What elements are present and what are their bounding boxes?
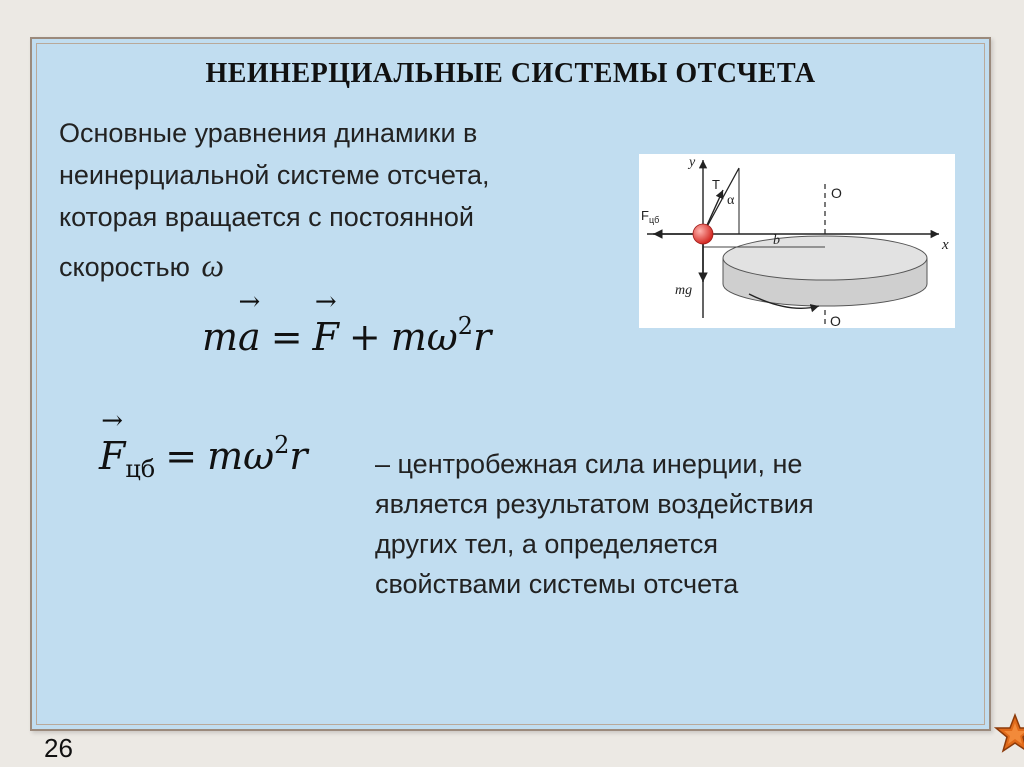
equation-centrifugal [99, 431, 308, 483]
slide-inner-border [36, 43, 985, 725]
eq-exponent: 2 [274, 431, 290, 459]
eq-acceleration-vector: → a [238, 315, 261, 359]
label-F-letter: F [641, 208, 649, 223]
omega-symbol: ω [201, 247, 224, 283]
intro-line: неинерциальной системе отсчета, [59, 160, 490, 190]
label-O-top: O [831, 185, 842, 201]
intro-line: которая вращается с постоянной [59, 202, 474, 232]
eq-equals: = [270, 315, 303, 359]
eq-radius: r [473, 315, 492, 359]
label-T: T [712, 177, 720, 192]
eq-m-omega: mω [207, 434, 275, 478]
eq-radius: r [289, 434, 308, 478]
intro-line: скоростью [59, 252, 190, 282]
eq-force-vector: → F [99, 434, 125, 478]
intro-line: Основные уравнения динамики в [59, 118, 478, 148]
description-line: – центробежная сила инерции, не [375, 449, 803, 479]
slide-frame [30, 37, 991, 731]
label-F [641, 208, 659, 225]
page-number: 26 [44, 733, 73, 763]
label-x: x [942, 237, 949, 253]
eq-mass: m [202, 315, 239, 359]
eq-force-subscript: цб [125, 455, 156, 483]
label-y: y [689, 155, 696, 170]
eq-equals: = [165, 434, 198, 478]
eq-exponent: 2 [457, 312, 474, 340]
intro-text [59, 112, 569, 288]
label-alpha: α [727, 193, 735, 208]
intro-line-omega [59, 244, 569, 288]
description-line: других тел, а определяется [375, 529, 718, 559]
eq-m-omega: mω [390, 315, 458, 359]
description-line: является результатом воздействия [375, 489, 814, 519]
star-icon [994, 713, 1024, 755]
equation-main [202, 312, 491, 359]
description-line: свойствами системы отсчета [375, 569, 739, 599]
label-O-bottom: O [830, 313, 841, 328]
description-text [375, 444, 895, 604]
eq-force-vector: → F [313, 315, 339, 359]
label-b: b [773, 233, 780, 248]
ball [693, 224, 713, 244]
label-F-sub: цб [648, 215, 660, 225]
slide-title: НЕИНЕРЦИАЛЬНЫЕ СИСТЕМЫ ОТСЧЕТА [205, 58, 816, 89]
label-mg: mg [675, 283, 693, 298]
eq-plus: + [348, 315, 381, 359]
disk-top [723, 236, 927, 280]
rotating-disk-diagram [639, 154, 955, 328]
